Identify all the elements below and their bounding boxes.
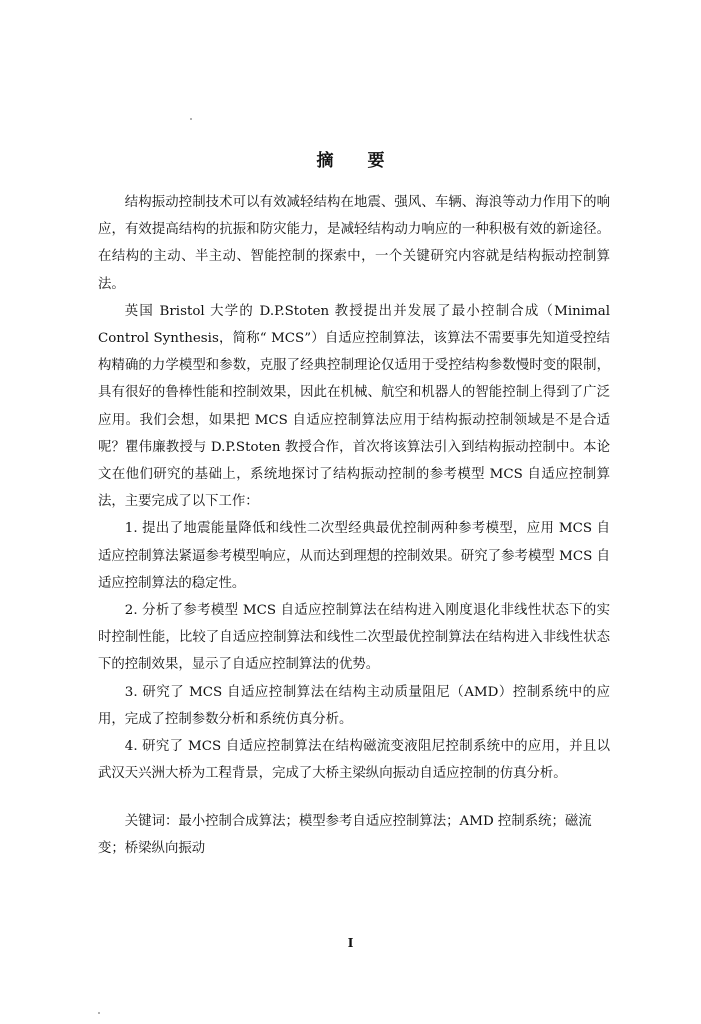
keywords: 关键词：最小控制合成算法；模型参考自适应控制算法；AMD 控制系统；磁流变；桥梁纵向振动 bbox=[98, 814, 592, 856]
paragraph-background: 英国 Bristol 大学的 D.P.Stoten 教授提出并发展了最小控制合成（Minimal Control Synthesis，简称“ MCS”）自适应控制算法，该算法不需要事先知道受控结构精确的力学模型和参数，克服了经典控制理论仅适用于受控结构参数慢时变的限制，具有很好的鲁棒性能和控制效果，因此在机械、航空和机器人的智能控制上得到了广泛应用。我们会想，如果把 MCS 自适应控制算法应用于结构振动控制领域是不是合适呢？瞿伟廉教授与 D.P.Stoten 教授合作，首次将该算法引入到结构振动控制中。本论文在他们研究的基础上，系统地探讨了结构振动控制的参考模型 MCS 自适应控制算法，主要完成了以下工作： bbox=[98, 303, 610, 510]
scan-speck bbox=[190, 118, 192, 120]
paragraph-work-2: 2. 分析了参考模型 MCS 自适应控制算法在结构进入刚度退化非线性状态下的实时控制性能，比较了自适应控制算法和线性二次型最优控制算法在结构进入非线性状态下的控制效果，显示了自适应控制算法的优势。 bbox=[98, 603, 610, 673]
paragraph-intro: 结构振动控制技术可以有效减轻结构在地震、强风、车辆、海浪等动力作用下的响应，有效提高结构的抗振和防灾能力，是减轻结构动力响应的一种积极有效的新途径。在结构的主动、半主动、智能控制的探索中，一个关键研究内容就是结构振动控制算法。 bbox=[98, 195, 610, 292]
paragraph-work-3: 3. 研究了 MCS 自适应控制算法在结构主动质量阻尼（AMD）控制系统中的应用，完成了控制参数分析和系统仿真分析。 bbox=[98, 684, 610, 727]
page-number: I bbox=[347, 936, 354, 950]
abstract-body bbox=[98, 189, 610, 787]
abstract-title: 摘 要 bbox=[316, 151, 399, 171]
scan-speck bbox=[98, 1012, 100, 1014]
paragraph-work-1: 1. 提出了地震能量降低和线性二次型经典最优控制两种参考模型，应用 MCS 自适应控制算法紧逼参考模型响应，从而达到理想的控制效果。研究了参考模型 MCS 自适应控制算法的稳定性。 bbox=[98, 521, 610, 591]
paragraph-work-4: 4. 研究了 MCS 自适应控制算法在结构磁流变液阻尼控制系统中的应用，并且以武汉天兴洲大桥为工程背景，完成了大桥主梁纵向振动自适应控制的仿真分析。 bbox=[98, 739, 610, 782]
